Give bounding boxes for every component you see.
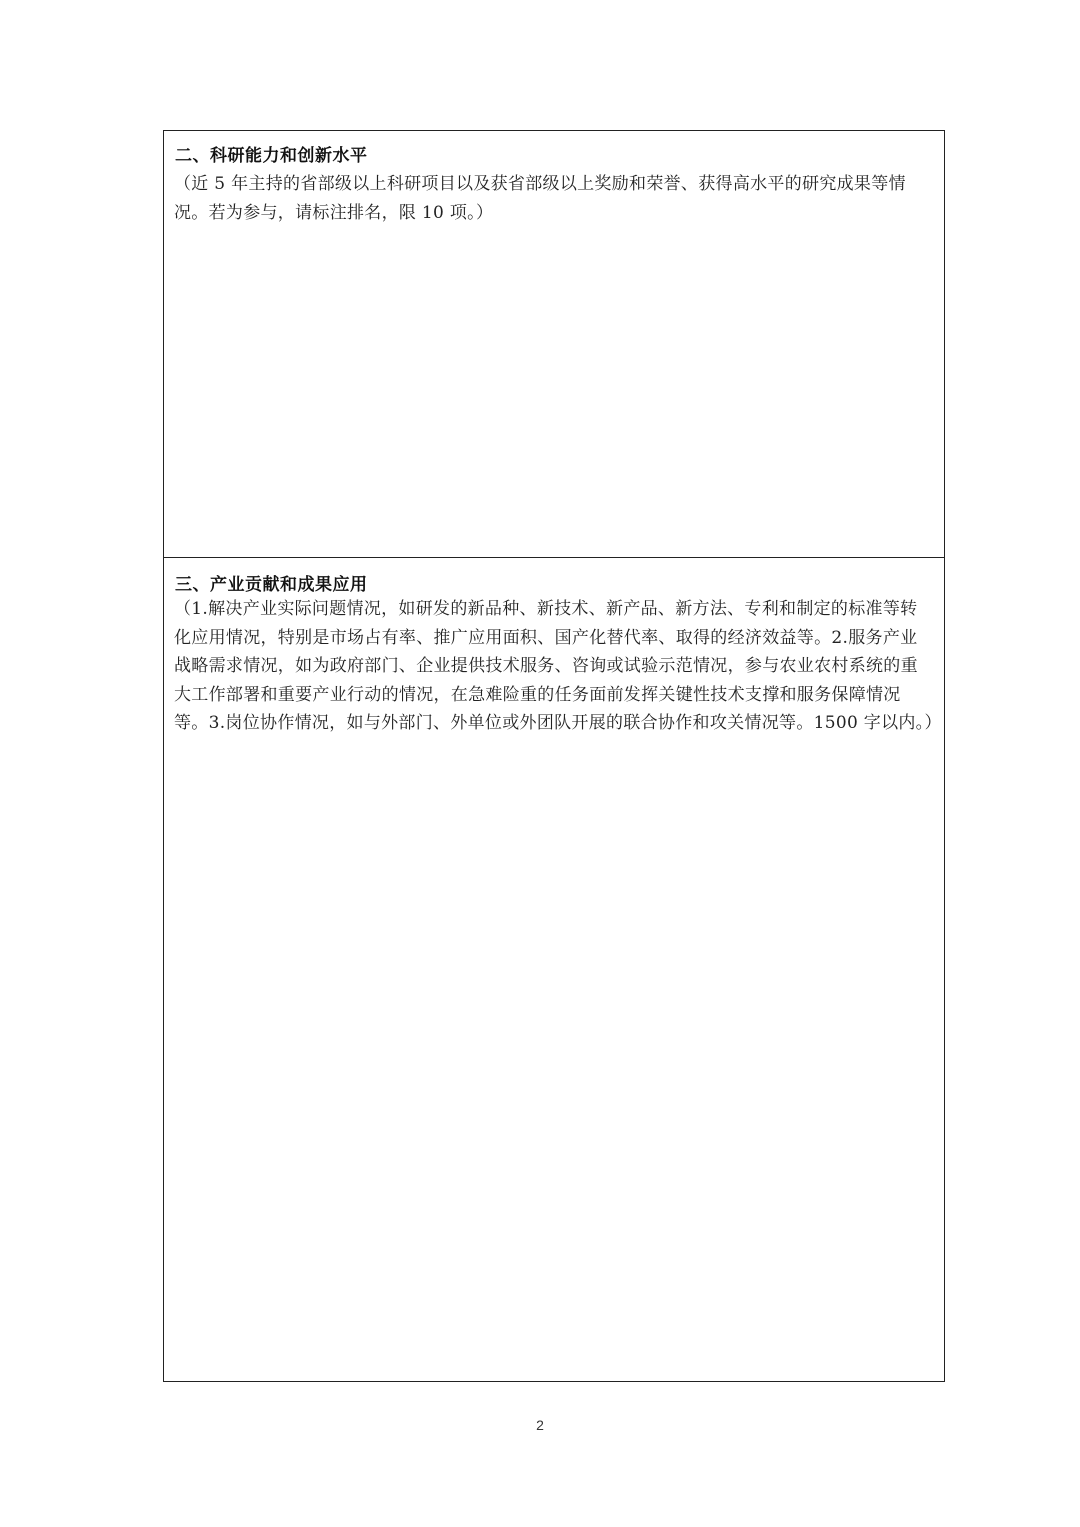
- section-description: （1.解决产业实际问题情况，如研发的新品种、新技术、新产品、新方法、专利和制定的标准等转化应用情况，特别是市场占有率、推广应用面积、国产化替代率、取得的经济效益等。2.服务产业战略需求情况，如为政府部门、企业提供技术服务、咨询或试验示范情况，参与农业农村系统的重大工作部署和重要产业行动的情况，在急难险重的任务面前发挥关键性技术支撑和服务保障情况等。3.岗位协作情况，如与外部门、外单位或外团队开展的联合协作和攻关情况等。1500 字以内。）: [174, 599, 942, 733]
- page-number: 2: [536, 1417, 544, 1433]
- section-title: 三、产业贡献和成果应用: [175, 575, 368, 595]
- form-table: [163, 130, 945, 1382]
- section-title: 二、科研能力和创新水平: [175, 146, 368, 166]
- section-industry-contribution: [164, 557, 944, 1381]
- section-description: （近 5 年主持的省部级以上科研项目以及获省部级以上奖励和荣誉、获得高水平的研究成果等情况。若为参与，请标注排名，限 10 项。）: [174, 174, 906, 223]
- section-research-capability: [164, 131, 944, 557]
